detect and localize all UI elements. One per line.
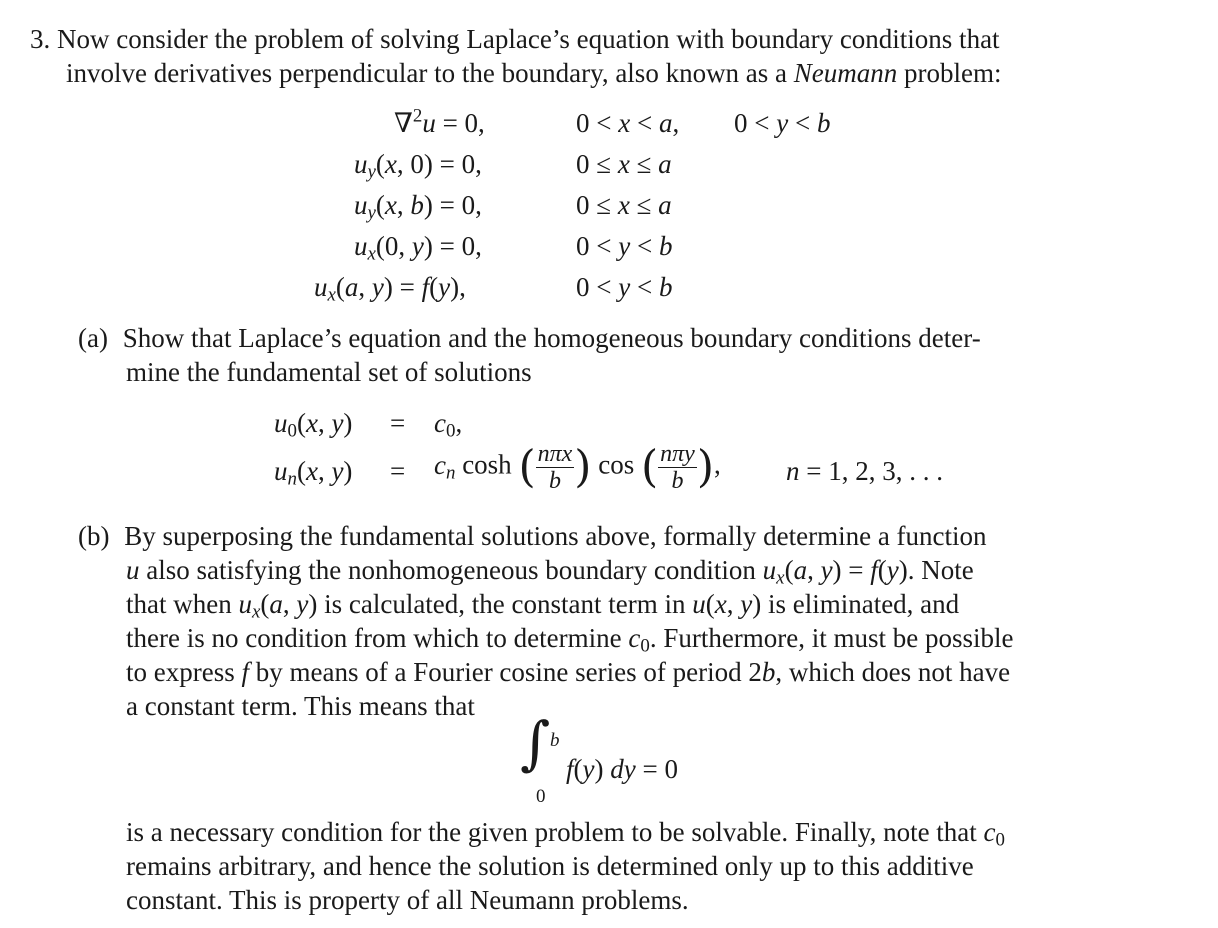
part-a-line-2 [126,355,532,389]
bvp-dom-2: 0 ≤ x ≤ a [576,149,672,179]
part-a-line-1 [78,321,981,355]
part-b-label: (b) [78,521,110,551]
problem-intro-line-1 [30,22,1000,56]
part-b-text-8: remains arbitrary, and hence the solution is determined only up to this additive [126,851,974,881]
part-b-text-6: a constant term. This means that [126,691,475,721]
part-a-text-2: mine the fundamental set of solutions [126,357,532,387]
bvp-dom-3: 0 ≤ x ≤ a [576,190,672,220]
neumann-term: Neumann [793,58,898,88]
bvp-dom-1b: 0 < y < b [734,108,831,138]
intro-text-2: involve derivatives perpendicular to the boundary, also known as a [66,58,788,88]
integral-sign: ∫ [520,709,551,777]
part-b-text-1: By superposing the fundamental solutions above, formally determine a function [124,521,987,551]
sol-n-rhs: $c_n$ cosh ( $\frac{\text{nπx}}{b}$ ) cos ( $\frac{\text{nπy}}{b}$ ), [434,441,721,494]
part-b-line-6 [126,689,475,723]
sol-n-lhs: $u_n(x$, y) [274,456,353,490]
sol-n-eq: = [390,456,406,486]
part-b-text-3c: is eliminated, and [767,589,960,619]
frac-npix-b: $\frac{\text{nπx}}{b}$ [537,441,573,494]
integral-lower-limit: 0 [536,786,546,807]
bvp-lhs-3: $u_y(x$, b) = 0, [354,190,482,224]
sol-0-lhs: $u_0(x$, y) [274,408,353,442]
integral-upper-limit: b [550,730,560,751]
part-b-line-4: there is no condition from which to determine $c_0$. Furthermore, it must be possible [126,623,1014,657]
part-b-text-5c: , which does not have [775,657,1011,687]
part-b-line-3: that when $u_x(a$, y) is calculated, the constant term in u(x, y) is eliminated, and [126,589,960,623]
part-b-line-2: u also satisfying the nonhomogeneous boundary condition $u_x(a$, y) = f(y). Note [126,555,974,589]
part-b-text-4a: there is no condition from which to determine [126,623,622,653]
part-a-text-1: Show that Laplace’s equation and the homogeneous boundary conditions deter- [122,323,981,353]
part-b-line-5: to express f by means of a Fourier cosine series of period 2b, which does not have [126,657,1011,687]
problem-number: 3. [30,24,51,54]
part-b-text-9: constant. This is property of all Neumann problems. [126,885,689,915]
bvp-dom-5: 0 < y < b [576,272,673,302]
part-b-line-9 [126,883,689,917]
part-b-text-4b: . Furthermore, it must be possible [649,623,1014,653]
part-b-text-5b: by means of a Fourier cosine series of period 2 [255,657,762,687]
frac-npiy-b: $\frac{\text{nπy}}{b}$ [660,441,695,494]
sol-n-range: n = 1, 2, 3, . . . [786,456,943,486]
bvp-dom-1: 0 < x < a, [576,108,680,138]
part-b-text-5a: to express [126,657,235,687]
problem-intro-line-2 [66,56,1002,90]
part-a-label: (a) [78,323,108,353]
part-b-text-2b: . Note [907,555,974,585]
intro-end: problem: [904,58,1002,88]
sol-0-eq: = [390,408,406,438]
part-b-text-3b: is calculated, the constant term in [324,589,686,619]
part-b-text-7a: is a necessary condition for the given problem to be solvable. Finally, note that [126,817,977,847]
part-b-text-3a: that when [126,589,232,619]
intro-text-1: Now consider the problem of solving Laplace’s equation with boundary conditions that [57,24,1000,54]
part-b-line-1 [78,519,987,553]
integrand: f(y) dy = 0 [566,754,678,784]
part-b-line-7: is a necessary condition for the given problem to be solvable. Finally, note that $c_0$ [126,817,1005,851]
part-b-text-2a: also satisfying the nonhomogeneous boundary condition [146,555,756,585]
sol-0-rhs: $c_0$, [434,408,463,442]
bvp-lhs-1: ∇$^2$u = 0, [394,105,485,138]
bvp-lhs-2: $u_y(x$, 0) = 0, [354,149,482,183]
bvp-lhs-4: $u_x(0$, y) = 0, [354,231,482,265]
bvp-lhs-5: $u_x(a$, y) = f(y), [314,272,466,306]
part-b-line-8 [126,849,974,883]
bvp-dom-4: 0 < y < b [576,231,673,261]
